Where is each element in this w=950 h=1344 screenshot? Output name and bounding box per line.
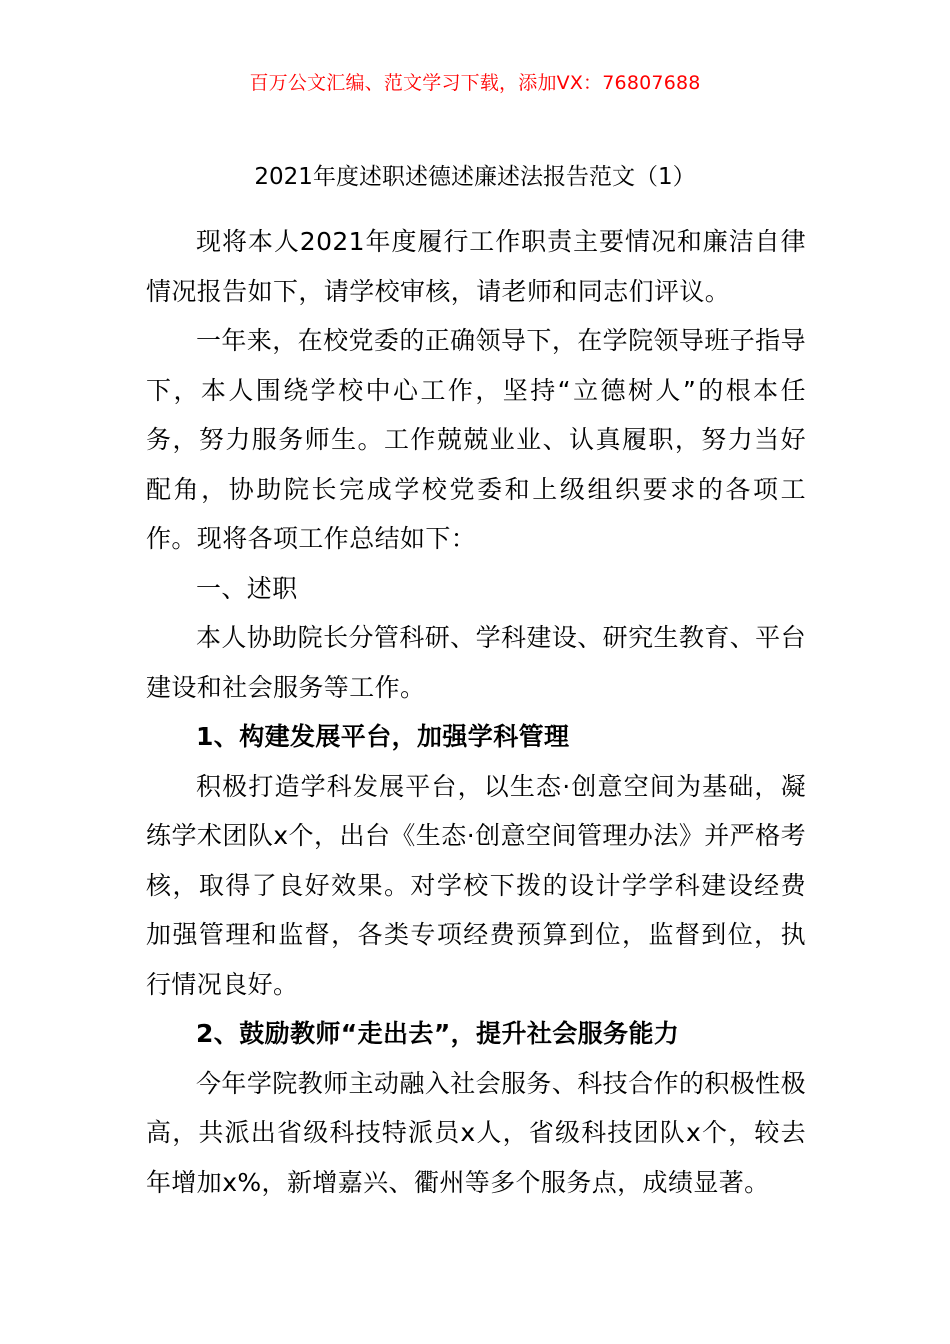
document-title: 2021年度述职述德述廉述法报告范文（1） (254, 164, 696, 190)
paragraph-social-service: 今年学院教师主动融入社会服务、科技合作的积极性极高，共派出省级科技特派员x人，省级科技团队x个，较去年增加x%，新增嘉兴、衢州等多个服务点，成绩显著。 (146, 1068, 806, 1197)
paragraph-overview: 一年来，在校党委的正确领导下，在学院领导班子指导下，本人围绕学校中心工作，坚持“立德树人”的根本任务，努力服务师生。工作兢兢业业、认真履职，努力当好配角，协助院长完成学校党委和上级组织要求的各项工作。现将各项工作总结如下： (146, 326, 806, 553)
document-body (146, 217, 806, 1207)
paragraph-responsibilities: 本人协助院长分管科研、学科建设、研究生教育、平台建设和社会服务等工作。 (146, 623, 806, 702)
section-heading-shuzhi: 一、述职 (196, 573, 298, 603)
header-note: 百万公文汇编、范文学习下载，添加VX：76807688 (249, 72, 701, 94)
paragraph-intro: 现将本人2021年度履行工作职责主要情况和廉洁自律情况报告如下，请学校审核，请老师和同志们评议。 (146, 227, 806, 306)
subheading-2: 2、鼓励教师“走出去”，提升社会服务能力 (196, 1019, 680, 1048)
subheading-1: 1、构建发展平台，加强学科管理 (196, 722, 570, 751)
paragraph-discipline-platform: 积极打造学科发展平台，以生态·创意空间为基础，凝练学术团队x个，出台《生态·创意空间管理办法》并严格考核，取得了良好效果。对学校下拨的设计学学科建设经费加强管理和监督，各类专项经费预算到位，监督到位，执行情况良好。 (146, 771, 806, 999)
